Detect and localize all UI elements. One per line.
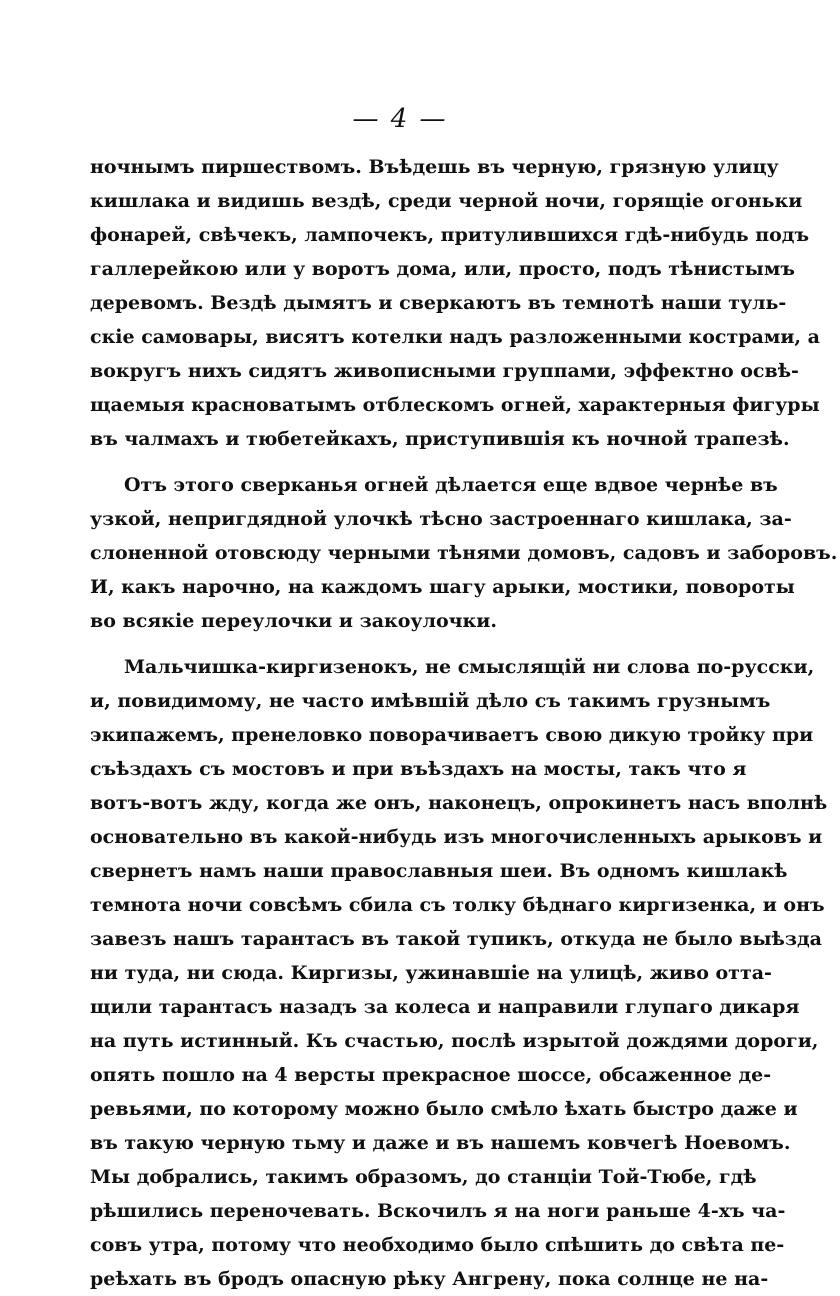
paragraph-2 xyxy=(90,468,838,638)
text-line: вокругъ нихъ сидятъ живописными группами, эффектно освѣ- xyxy=(90,360,799,382)
text-line: щили тарантасъ назадъ за колеса и направили глупаго дикаря xyxy=(90,996,800,1018)
text-line: вотъ-вотъ жду, когда же онъ, наконецъ, опрокинетъ насъ вполнѣ xyxy=(90,792,828,814)
text-line: и, повидимому, не часто имѣвшій дѣло съ такимъ грузнымъ xyxy=(90,690,771,712)
text-line: узкой, непригдядной улочкѣ тѣсно застроеннаго кишлака, за- xyxy=(90,508,792,530)
text-line: совъ утра, потому что необходимо было спѣшить до свѣта пе- xyxy=(90,1234,785,1256)
text-line: на путь истинный. Къ счастью, послѣ изрытой дождями дороги, xyxy=(90,1030,819,1052)
text-line: ревьями, по которому можно было смѣло ѣхать быстро даже и xyxy=(90,1098,798,1120)
paragraph-3 xyxy=(90,650,828,1296)
text-line: завезъ нашъ тарантасъ въ такой тупикъ, откуда не было выѣзда xyxy=(90,928,822,950)
text-line: рѣшились переночевать. Вскочилъ я на ноги раньше 4-хъ ча- xyxy=(90,1200,786,1222)
text-line: Мальчишка-киргизенокъ, не смыслящій ни слова по-русски, xyxy=(124,656,815,678)
text-line: темнота ночи совсѣмъ сбила съ толку бѣднаго киргизенка, и онъ xyxy=(90,894,825,916)
paragraph-gap xyxy=(90,456,713,468)
text-line: И, какъ нарочно, на каждомъ шагу арыки, мостики, повороты xyxy=(90,576,795,598)
text-line: ночнымъ пиршествомъ. Въѣдешь въ черную, грязную улицу xyxy=(90,156,779,178)
text-line: Мы добрались, такимъ образомъ, до станціи Той-Тюбе, гдѣ xyxy=(90,1166,757,1188)
text-line: реѣхать въ бродъ опасную рѣку Ангрену, пока солнце не на- xyxy=(90,1268,769,1290)
text-block xyxy=(90,150,838,1296)
text-line: галлерейкою или у воротъ дома, или, просто, подъ тѣнистымъ xyxy=(90,258,795,280)
text-line: въ чалмахъ и тюбетейкахъ, приступившія къ ночной трапезѣ. xyxy=(90,428,790,450)
text-line: съѣздахъ съ мостовъ и при въѣздахъ на мосты, такъ что я xyxy=(90,758,747,780)
text-line: скіе самовары, висятъ котелки надъ разложенными кострами, а xyxy=(90,326,820,348)
text-line: экипажемъ, пренеловко поворачиваетъ свою дикую тройку при xyxy=(90,724,814,746)
text-line: деревомъ. Вездѣ дымятъ и сверкаютъ въ темнотѣ наши туль- xyxy=(90,292,787,314)
text-line: фонарей, свѣчекъ, лампочекъ, притулившихся гдѣ-нибудь подъ xyxy=(90,224,810,246)
text-line: свернетъ намъ наши православныя шеи. Въ одномъ кишлакѣ xyxy=(90,860,788,882)
paragraph-gap xyxy=(90,638,713,650)
text-line: во всякіе переулочки и закоулочки. xyxy=(90,610,497,632)
paragraph-1 xyxy=(90,150,820,456)
text-line: Отъ этого сверканья огней дѣлается еще вдвое чернѣе въ xyxy=(124,474,778,496)
text-line: опять пошло на 4 версты прекрасное шоссе, обсаженное де- xyxy=(90,1064,772,1086)
text-line: кишлака и видишь вездѣ, среди черной ночи, горящіе огоньки xyxy=(90,190,803,212)
text-line: основательно въ какой-нибудь изъ многочисленныхъ арыковъ и xyxy=(90,826,823,848)
text-line: слоненной отовсюду черными тѣнями домовъ, садовъ и заборовъ. xyxy=(90,542,838,564)
text-line: щаемыя красноватымъ отблескомъ огней, характерныя фигуры xyxy=(90,394,820,416)
page-number: — 4 — xyxy=(352,104,448,134)
text-line: ни туда, ни сюда. Киргизы, ужинавшіе на улицѣ, живо отта- xyxy=(90,962,772,984)
text-line: въ такую черную тьму и даже и въ нашемъ ковчегѣ Ноевомъ. xyxy=(90,1132,791,1154)
